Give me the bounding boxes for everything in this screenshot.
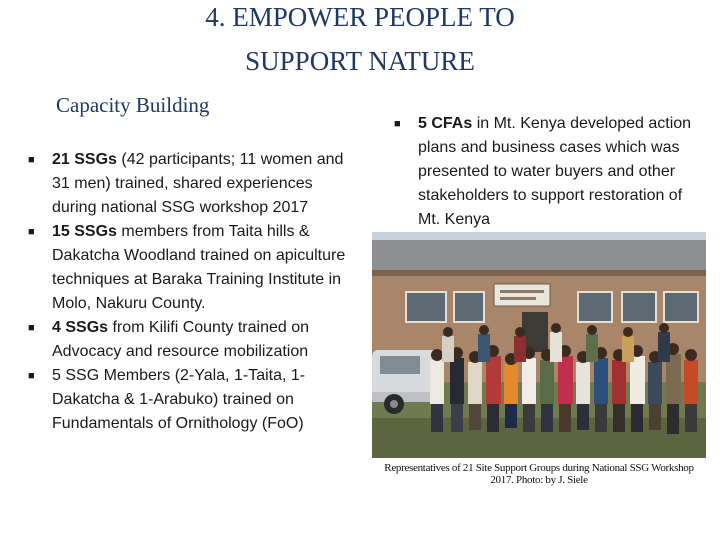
section-subtitle: Capacity Building [56, 93, 210, 117]
window [454, 292, 484, 322]
square-bullet-icon: ■ [28, 322, 35, 334]
item-text: (42 participants; 11 women and 31 men) trained, shared experiences during national SSG workshop 2017 [52, 151, 344, 216]
window [578, 292, 612, 322]
window [406, 292, 446, 322]
item-text: from Kilifi County trained on Advocacy and resource mobilization [52, 319, 310, 360]
roof [372, 240, 706, 270]
item-text: members from Taita hills & Dakatcha Woodland trained on apiculture techniques at Baraka Training Institute in Molo, Nakuru County. [52, 223, 346, 312]
capacity-building-list [28, 148, 350, 436]
group-photo-illustration [372, 232, 706, 458]
item-bold-text: 4 SSGs [52, 319, 109, 336]
sign-board [494, 284, 550, 306]
square-bullet-icon: ■ [28, 226, 35, 238]
photo-caption: Representatives of 21 Site Support Groups during National SSG Workshop 2017. Photo: by J. Siele [384, 462, 694, 486]
square-bullet-icon: ■ [28, 154, 35, 166]
list-item [28, 364, 350, 436]
item-bold-text: 15 SSGs [52, 223, 117, 240]
item-text: 5 SSG Members (2-Yala, 1-Taita, 1-Dakatcha & 1-Arabuko) trained on Fundamentals of Ornithology (FoO) [52, 367, 306, 432]
item-bold-text: 21 SSGs [52, 151, 117, 168]
square-bullet-icon: ■ [394, 118, 401, 130]
list-item [28, 148, 350, 220]
item-text: in Mt. Kenya developed action plans and business cases which was presented to water buyers and other stakeholders to support restoration of Mt. Kenya [418, 115, 692, 228]
list-item [28, 316, 350, 364]
page-title-line-2: SUPPORT NATURE [245, 46, 475, 76]
cfa-list [394, 112, 694, 232]
list-item [394, 112, 694, 232]
square-bullet-icon: ■ [28, 370, 35, 382]
page-title-line-1: 4. EMPOWER PEOPLE TO [205, 2, 515, 32]
item-bold-text: 5 CFAs [418, 115, 473, 132]
window [664, 292, 698, 322]
window [622, 292, 656, 322]
list-item [28, 220, 350, 316]
group-photo [372, 232, 706, 458]
